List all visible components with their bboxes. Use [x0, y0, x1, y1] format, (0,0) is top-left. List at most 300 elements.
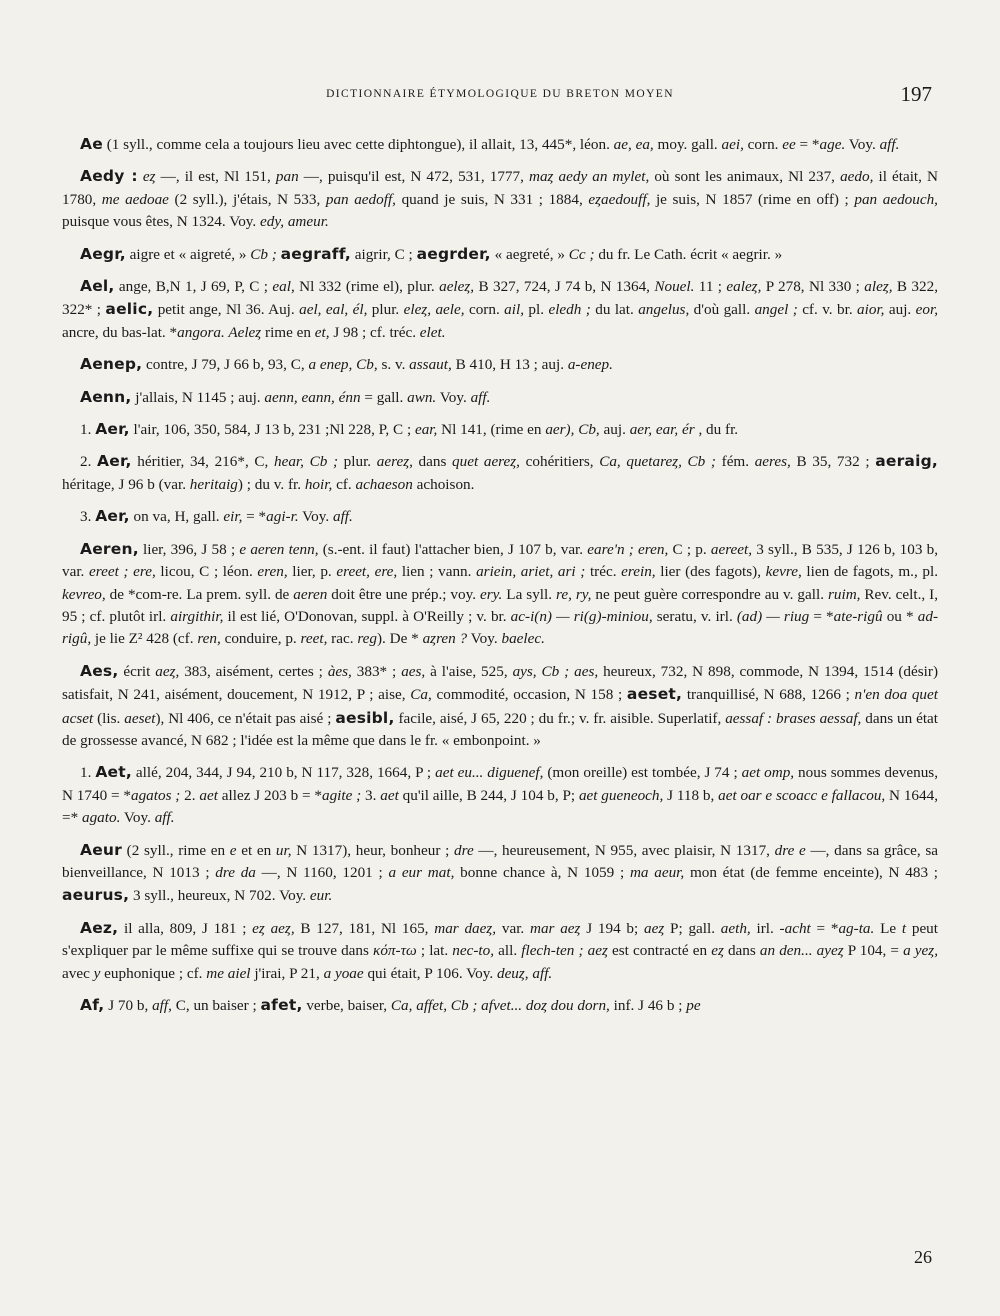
entry-text: d'où gall. — [689, 301, 755, 319]
italic-form: heritaig — [189, 475, 238, 493]
italic-form: dre — [454, 841, 474, 859]
italic-form: Nouel. — [654, 278, 695, 296]
headword: Aedy : — [80, 167, 138, 186]
entry-text: j'allais, N 1145 ; auj. — [131, 388, 265, 406]
entry-text: B 35, 732 ; — [790, 453, 876, 471]
italic-form: ear, — [414, 421, 438, 439]
italic-form: eȥ — [142, 168, 156, 186]
entry-text: —, N 1160, 1201 ; — [255, 863, 389, 881]
italic-form: kevre, — [765, 563, 802, 581]
entry-text: tréc. — [585, 563, 622, 581]
italic-form: aȥren ? — [422, 630, 468, 648]
italic-form: flech-ten ; aeȥ — [521, 942, 608, 960]
italic-form: et, — [314, 323, 330, 341]
headword: Ae — [80, 135, 103, 153]
entry-text: Voy. — [120, 809, 155, 827]
entry-text: ; lat. — [416, 942, 453, 960]
headword: Ael, — [80, 277, 115, 296]
entry-text: allez J 203 b = * — [217, 786, 322, 804]
entry-text: lien ; vann. — [397, 563, 477, 581]
italic-form: me aedoae — [101, 190, 169, 208]
italic-form: aet gueneoch, — [578, 786, 664, 804]
entry-text: pl. — [524, 301, 549, 319]
italic-form: eleȥ, aele, — [403, 301, 465, 319]
dictionary-entry — [62, 353, 938, 376]
italic-form: angelus, — [638, 301, 690, 319]
entry-text: all. — [494, 942, 522, 960]
entry-text: lier, p. — [287, 563, 337, 581]
italic-form: mar aeȥ — [529, 919, 581, 937]
headword: Aenep, — [80, 355, 143, 374]
dictionary-entry — [62, 133, 938, 156]
italic-form: Ca, — [410, 686, 432, 704]
entry-text: je suis, N 1857 (rime en off) ; — [650, 190, 855, 208]
entry-text: il alla, 809, J 181 ; — [118, 919, 253, 937]
italic-form: eȥ aeȥ, — [252, 919, 295, 937]
italic-form: achaeson — [355, 475, 413, 493]
entry-text: Nl 332 (rime el), plur. — [294, 278, 440, 296]
entry-text: J 194 b; — [580, 919, 645, 937]
entry-text: avec — [62, 964, 94, 982]
entry-text: dans — [412, 453, 453, 471]
entry-text: = * — [810, 919, 839, 937]
entry-text: puisque vous êtes, N 1324. Voy. — [62, 213, 260, 231]
italic-form: aeset — [124, 709, 156, 727]
entry-text: Voy. — [467, 630, 502, 648]
italic-form: mar daeȥ, — [434, 919, 497, 937]
italic-form: airgithir, — [170, 607, 224, 625]
dictionary-entry — [62, 275, 938, 344]
italic-form: aessaf : brases aessaf, — [725, 709, 862, 727]
italic-form: pan — [275, 168, 299, 186]
italic-form: ail, — [504, 301, 525, 319]
italic-form: ariein, ariet, ari ; — [476, 563, 586, 581]
italic-form: pan aedoff, — [325, 190, 396, 208]
entry-text: fém. — [715, 453, 755, 471]
entry-text: 383, aisément, certes ; — [179, 662, 328, 680]
italic-form: aeren — [293, 585, 328, 603]
italic-form: pan aedouch, — [854, 190, 938, 208]
entry-text: —, puisqu'il est, N 472, 531, 1777, — [298, 168, 529, 186]
headword: Af, — [80, 996, 105, 1014]
entry-text: (lis. — [93, 709, 125, 727]
italic-form: baelec. — [501, 630, 545, 648]
entry-text: Voy. — [436, 388, 471, 406]
italic-form: agi-r. — [266, 508, 299, 526]
italic-form: eur. — [309, 887, 333, 905]
entry-text: P 104, = — [843, 942, 904, 960]
headword: afet, — [260, 996, 303, 1014]
headword: aeset, — [626, 685, 683, 704]
dictionary-entry — [62, 386, 938, 409]
italic-form: t — [901, 919, 907, 937]
italic-form: eare'n ; eren, — [587, 540, 669, 558]
entry-text: Voy. — [845, 136, 880, 153]
entry-text: var. — [496, 919, 530, 937]
headword: Aer, — [95, 420, 130, 439]
italic-form: ruim, — [827, 585, 861, 603]
italic-form: κόπ-τω — [373, 942, 417, 960]
italic-form: aeleȥ, — [439, 278, 475, 296]
italic-form: ays, Cb ; aes, — [512, 662, 599, 680]
headword: Aer, — [95, 507, 130, 526]
entry-text: où sont les animaux, Nl 237, — [649, 168, 841, 186]
italic-form: a enep, Cb, — [308, 356, 378, 374]
italic-form: aleȥ, — [864, 278, 893, 296]
entry-text: je lie Z² 428 (cf. — [91, 630, 198, 648]
entry-text: euphonique ; cf. — [100, 964, 207, 982]
entry-text: dans — [723, 942, 760, 960]
italic-form: aff. — [879, 136, 900, 153]
italic-form: an den... ayeȥ — [759, 942, 844, 960]
italic-form: aff. — [470, 388, 491, 406]
entry-text: qui était, P 106. Voy. — [363, 964, 497, 982]
italic-form: aff. — [332, 508, 353, 526]
italic-form: aff. — [154, 809, 175, 827]
dictionary-entry — [62, 660, 938, 753]
entry-text: lier, 396, J 58 ; — [138, 540, 240, 558]
entry-text: 383* ; — [351, 662, 402, 680]
headword: Aeren, — [80, 539, 139, 558]
dictionary-entry — [62, 505, 938, 528]
italic-form: agite ; — [321, 786, 362, 804]
italic-form: hoir, — [304, 475, 333, 493]
headword: aelic, — [105, 300, 154, 319]
entry-text: bonne chance à, N 1059 ; — [454, 863, 630, 881]
entry-text: qu'il aille, B 244, J 104 b, P; — [398, 786, 579, 804]
italic-form: kevreo, — [62, 585, 106, 603]
italic-form: awn. — [407, 388, 437, 406]
entry-text: La syll. — [502, 585, 556, 603]
entry-text: il est lié, O'Donovan, suppl. à O'Reilly ; v. br. — [223, 607, 511, 625]
headword: Aez, — [80, 918, 119, 937]
entry-text: plur. — [338, 453, 377, 471]
italic-form: eor, — [915, 301, 938, 319]
entry-text: ). De * — [377, 630, 423, 648]
italic-form: n'en doa quet acset — [62, 686, 938, 727]
italic-form: aet eu... diguenef, — [435, 764, 544, 782]
italic-form: re, ry, — [556, 585, 592, 603]
italic-form: (ad) — riug — [736, 607, 810, 625]
italic-form: aff, — [152, 997, 172, 1014]
entry-text: P; gall. — [664, 919, 721, 937]
italic-form: reg — [357, 630, 377, 648]
entry-text: héritier, 34, 216*, C, — [131, 453, 274, 471]
entry-text: B 127, 181, Nl 165, — [294, 919, 435, 937]
entry-text: facile, aisé, J 65, 220 ; du fr.; v. fr. aisible. Superlatif, — [394, 709, 726, 727]
entry-text: 1. — [80, 764, 96, 782]
entry-text: 2. — [80, 453, 98, 471]
entry-text: (s.-ent. il faut) l'attacher bien, J 107 b, var. — [318, 540, 588, 558]
italic-form: eȥaedouff, — [588, 190, 651, 208]
entry-text: J 118 b, — [663, 786, 719, 804]
italic-form: aes, — [401, 662, 426, 680]
entry-text: 1. — [80, 421, 96, 439]
entry-text: seratu, v. irl. — [652, 607, 737, 625]
italic-form: aeȥ, — [155, 662, 180, 680]
entry-text: = * — [795, 136, 820, 153]
entry-text: il était, N 1780, — [62, 168, 939, 208]
dictionary-entry — [62, 917, 938, 985]
entry-text: on va, H, gall. — [129, 508, 224, 526]
entry-text: doit être une prép.; voy. — [327, 585, 480, 603]
entry-text: (2 syll., rime en — [122, 841, 230, 859]
dictionary-entry — [62, 418, 938, 441]
italic-form: Cc ; — [568, 245, 595, 263]
italic-form: a yeȥ, — [903, 942, 939, 960]
italic-form: aet — [199, 786, 218, 804]
entry-text: heureux, 732, N 898, commode, N 1394, 1514 (désir) satisfait, N 241, aisément, doucement, N 1912, P ; aise, — [62, 662, 938, 704]
italic-form: aereet, — [710, 540, 753, 558]
entry-text: C ; p. — [668, 540, 711, 558]
entry-text: j'irai, P 21, — [250, 964, 324, 982]
entry-text: B 322, 322* ; — [62, 278, 938, 319]
italic-form: eal, — [272, 278, 295, 296]
entry-text: = gall. — [360, 388, 408, 406]
italic-form: ur, — [275, 841, 292, 859]
entry-text: verbe, baiser, — [302, 997, 391, 1014]
italic-form: aei, — [721, 136, 744, 153]
italic-form: quet aereȥ, — [452, 453, 520, 471]
headword: aegrder, — [416, 244, 491, 263]
italic-form: dre da — [215, 863, 256, 881]
italic-form: aedo, — [840, 168, 874, 186]
italic-form: e aeren tenn, — [239, 540, 319, 558]
entry-text: irl. — [750, 919, 780, 937]
entry-text: Voy. — [298, 508, 333, 526]
italic-form: hear, Cb ; — [273, 453, 339, 471]
italic-form: ate-rigû — [833, 607, 883, 625]
entry-text: auj. — [599, 421, 630, 439]
entry-text: commodité, occasion, N 158 ; — [431, 686, 627, 704]
italic-form: eȥ — [711, 942, 724, 960]
italic-form: angel ; — [754, 301, 798, 319]
entry-text: —, il est, Nl 151, — [155, 168, 276, 186]
italic-form: e — [229, 841, 237, 859]
entry-text: cohéritiers, — [519, 453, 600, 471]
entry-text: à l'aise, 525, — [425, 662, 513, 680]
entry-text: B 327, 724, J 74 b, N 1364, — [474, 278, 655, 296]
entry-text: ou * — [882, 607, 918, 625]
entry-text: 3 syll., B 535, J 126 b, 103 b, var. — [62, 540, 939, 581]
italic-form: ee — [782, 136, 796, 153]
italic-form: -acht — [779, 919, 811, 937]
entry-text: N 1317), heur, bonheur ; — [291, 841, 455, 859]
italic-form: ereet, ere, — [336, 563, 398, 581]
entry-text: cf. v. br. — [797, 301, 858, 319]
italic-form: age. — [819, 136, 846, 153]
headword: aeraig, — [875, 452, 938, 471]
italic-form: deuȥ, aff. — [496, 964, 553, 982]
italic-form: assaut, — [409, 356, 452, 374]
entry-text: dans un état de grossesse avancé, N 682 ; l'idée est la même que dans le fr. « embonpoint. » — [62, 709, 939, 749]
signature-mark: 26 — [914, 1247, 932, 1267]
running-header — [0, 82, 1000, 108]
italic-form: ma aeur, — [629, 863, 685, 881]
entry-text: C, un baiser ; — [171, 997, 261, 1014]
running-title: DICTIONNAIRE ÉTYMOLOGIQUE DU BRETON MOYEN — [326, 88, 674, 100]
italic-form: ag-ta. — [838, 919, 875, 937]
entry-text: lien de fagots, m., pl. — [801, 563, 938, 581]
entry-text: tranquillisé, N 688, 1266 ; — [682, 686, 855, 704]
italic-form: angora. Aeleȥ — [177, 323, 262, 341]
entry-text: (1 syll., comme cela a toujours lieu avec cette diphtongue), il allait, 13, 445*, léon. — [102, 136, 614, 153]
entry-text: Rev. celt., I, 95 ; cf. plutôt irl. — [62, 585, 938, 625]
italic-form: edy, ameur. — [260, 213, 329, 231]
italic-form: aer, ear, ér — [629, 421, 695, 439]
italic-form: dre e — [774, 841, 806, 859]
entry-text: —, heureusement, N 955, avec plaisir, N 1317, — [473, 841, 775, 859]
entry-text: lier (des fagots), — [655, 563, 766, 581]
entry-text: mon état (de femme enceinte), N 483 ; — [684, 863, 939, 881]
italic-form: erein, — [621, 563, 656, 581]
entry-text: J 98 ; cf. tréc. — [329, 323, 420, 341]
entry-text: achoison. — [412, 475, 475, 493]
entry-text: Le — [874, 919, 902, 937]
entry-text: plur. — [367, 301, 404, 319]
italic-form: pe — [686, 997, 701, 1014]
italic-form: aet — [380, 786, 399, 804]
headword: Aet, — [95, 763, 132, 782]
page-number: 197 — [900, 82, 932, 106]
entry-text: du fr. Le Cath. écrit « aegrir. » — [594, 245, 783, 263]
italic-form: agatos ; — [130, 786, 181, 804]
italic-form: aenn, eann, énn — [264, 388, 361, 406]
italic-form: àes, — [327, 662, 352, 680]
entry-text: et en — [236, 841, 276, 859]
italic-form: eledh ; — [548, 301, 591, 319]
entry-text: contre, J 79, J 66 b, 93, C, — [142, 356, 309, 374]
entry-text: conduire, p. — [220, 630, 301, 648]
entry-text: 2. — [180, 786, 200, 804]
italic-form: Ca, affet, Cb ; afvet... doȥ dou dorn, — [390, 997, 610, 1014]
entry-text: ne peut guère correspondre au v. gall. — [591, 585, 828, 603]
dictionary-entry — [62, 761, 938, 829]
entry-text: corn. — [743, 136, 783, 153]
entry-text: ancre, du bas-lat. * — [62, 323, 178, 341]
dictionary-entry — [62, 165, 938, 233]
entry-text: J 70 b, — [104, 997, 153, 1014]
entry-text: 11 ; — [694, 278, 727, 296]
dictionary-entry — [62, 450, 938, 496]
italic-form: agato. — [81, 809, 121, 827]
italic-form: aer), Cb, — [545, 421, 600, 439]
entry-text: (mon oreille) est tombée, J 74 ; — [543, 764, 742, 782]
dictionary-entry — [62, 243, 938, 266]
italic-form: maȥ aedy an mylet, — [528, 168, 650, 186]
entry-text: 3. — [80, 508, 96, 526]
italic-form: aeres, — [754, 453, 791, 471]
entry-text: rime en — [261, 323, 315, 341]
italic-form: ad-rigû, — [62, 607, 938, 648]
entry-text: allé, 204, 344, J 94, 210 b, N 117, 328, 1664, P ; — [131, 764, 436, 782]
entry-text: moy. gall. — [653, 136, 722, 153]
entry-text: quand je suis, N 331 ; 1884, — [395, 190, 589, 208]
italic-form: Ca, quetareȥ, Cb ; — [599, 453, 716, 471]
entry-text: ) ; du v. fr. — [237, 475, 305, 493]
entry-text: 3 syll., heureux, N 702. Voy. — [129, 887, 310, 905]
headword: Aeur — [80, 840, 122, 859]
entry-text: « aegreté, » — [490, 245, 569, 263]
entry-text: ), Nl 406, ce n'était pas aisé ; — [155, 709, 336, 727]
entry-text: peut s'expliquer par le même suffixe qui se trouve dans — [62, 919, 938, 960]
italic-form: a-enep. — [567, 356, 613, 374]
italic-form: ery. — [479, 585, 503, 603]
entry-text: nous sommes devenus, N 1740 = * — [62, 764, 938, 804]
dictionary-entry — [62, 538, 938, 651]
entry-text: s. v. — [377, 356, 410, 374]
entry-text: aigre et « aigreté, » — [125, 245, 251, 263]
italic-form: eren, — [257, 563, 288, 581]
headword: Aenn, — [80, 387, 132, 406]
entry-text: N 1644, =* — [62, 786, 939, 827]
italic-form: aet omp, — [741, 764, 795, 782]
headword: Aegr, — [80, 244, 126, 263]
headword: aegraff, — [280, 244, 351, 263]
italic-form: ac-i(n) — ri(g)-miniou, — [510, 607, 653, 625]
italic-form: ereet ; ere, — [89, 563, 156, 581]
entry-text: —, dans sa grâce, sa bienveillance, N 1013 ; — [62, 841, 938, 881]
entry-text: aigrir, C ; — [350, 245, 417, 263]
entry-text: (2 syll.), j'étais, N 533, — [168, 190, 326, 208]
entry-text: inf. J 46 b ; — [609, 997, 687, 1014]
entry-text: , du fr. — [694, 421, 739, 439]
italic-form: ren, — [197, 630, 221, 648]
headword: aeurus, — [62, 886, 130, 905]
italic-form: aior, — [857, 301, 885, 319]
italic-form: eir, — [223, 508, 243, 526]
headword: aesibl, — [335, 708, 395, 727]
entry-text: petit ange, Nl 36. Auj. — [153, 301, 300, 319]
entry-text: du lat. — [590, 301, 639, 319]
entry-text: = * — [809, 607, 834, 625]
entry-text: rac. — [327, 630, 358, 648]
italic-form: ealeȥ, — [726, 278, 762, 296]
entry-text: corn. — [464, 301, 505, 319]
entry-text: licou, C ; léon. — [155, 563, 258, 581]
italic-form: aet oar e scoacc e fallacou, — [718, 786, 886, 804]
dictionary-entries — [62, 133, 938, 1026]
entry-text: cf. — [332, 475, 356, 493]
italic-form: a yoae — [323, 964, 364, 982]
headword: Aes, — [80, 661, 119, 680]
italic-form: nec-to, — [452, 942, 495, 960]
entry-text: de *com-re. La prem. syll. de — [105, 585, 294, 603]
headword: Aer, — [97, 452, 132, 471]
italic-form: ael, eal, él, — [299, 301, 368, 319]
dictionary-entry — [62, 994, 938, 1017]
dictionary-entry — [62, 839, 938, 908]
entry-text: écrit — [118, 662, 156, 680]
italic-form: aeth, — [720, 919, 751, 937]
italic-form: reet, — [300, 630, 328, 648]
italic-form: elet. — [419, 323, 446, 341]
italic-form: Cb ; — [250, 245, 277, 263]
entry-text: Nl 141, (rime en — [437, 421, 546, 439]
italic-form: y — [93, 964, 101, 982]
italic-form: me aiel — [206, 964, 251, 982]
entry-text: 3. — [361, 786, 381, 804]
entry-text: = * — [242, 508, 267, 526]
entry-text: ange, B,N 1, J 69, P, C ; — [114, 278, 273, 296]
italic-form: a eur mat, — [388, 863, 455, 881]
entry-text: est contracté en — [607, 942, 712, 960]
italic-form: ae, ea, — [613, 136, 654, 153]
entry-text: héritage, J 96 b (var. — [62, 475, 190, 493]
entry-text: B 410, H 13 ; auj. — [451, 356, 568, 374]
italic-form: aeȥ — [644, 919, 665, 937]
entry-text: P 278, Nl 330 ; — [761, 278, 865, 296]
